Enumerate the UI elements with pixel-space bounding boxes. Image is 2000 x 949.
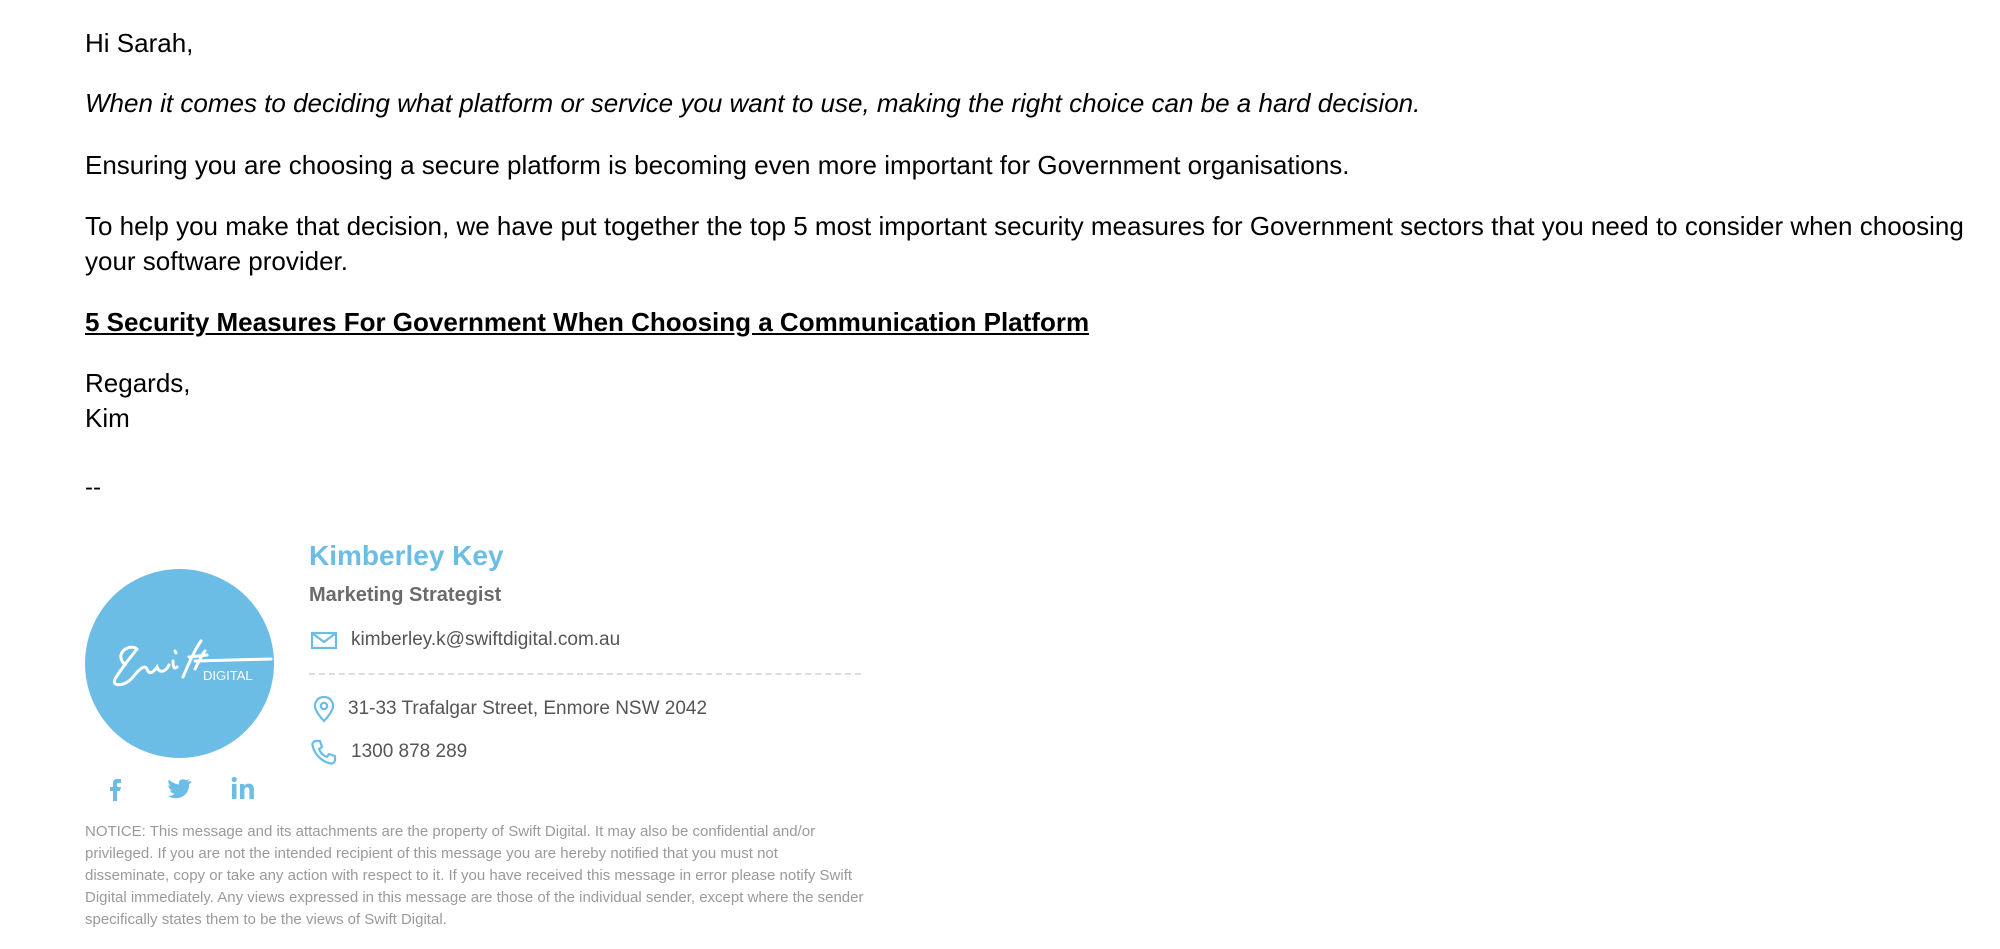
signature-email-row (309, 625, 620, 655)
legal-notice: NOTICE: This message and its attachments are the property of Swift Digital. It may also be confidential and/or privileged. If you are not the intended recipient of this message you are hereby notified that you must not disseminate, copy or take any action with respect to it. If you have received this message in error please notify Swift Digital immediately. Any views expressed in this message are those of the individual sender, except where the sender specifically states them to be the views of Swift Digital. (85, 823, 864, 928)
signature-address-row (309, 694, 707, 724)
swift-digital-logo (85, 569, 274, 758)
linkedin-icon[interactable] (229, 774, 257, 802)
intro-paragraph: When it comes to deciding what platform or service you want to use, making the right choice can be a hard decision. (85, 88, 1421, 118)
signature-title: Marketing Strategist (309, 584, 502, 606)
svg-text:DIGITAL: DIGITAL (203, 668, 253, 683)
facebook-icon[interactable] (101, 774, 129, 802)
signature-separator: -- (85, 474, 101, 501)
signature-divider (309, 673, 861, 675)
help-paragraph: To help you make that decision, we have put together the top 5 most important security measures for Government sectors that you need to consider when choosing your software provider. (85, 211, 1964, 276)
signature-phone-row (309, 737, 467, 767)
security-paragraph: Ensuring you are choosing a secure platform is becoming even more important for Government organisations. (85, 150, 1350, 180)
signature-email[interactable]: kimberley.k@swiftdigital.com.au (351, 629, 621, 650)
signature-name: Kimberley Key (309, 540, 504, 571)
signature-phone[interactable]: 1300 878 289 (351, 741, 468, 762)
phone-icon (309, 737, 339, 767)
sender-name: Kim (85, 403, 130, 433)
regards-text: Regards, (85, 368, 191, 398)
envelope-icon (309, 625, 339, 655)
twitter-icon[interactable] (164, 774, 192, 802)
greeting: Hi Sarah, (85, 28, 194, 58)
location-pin-icon (309, 694, 339, 724)
article-link[interactable]: 5 Security Measures For Government When Choosing a Communication Platform (85, 307, 1090, 337)
signature-address: 31-33 Trafalgar Street, Enmore NSW 2042 (348, 698, 708, 719)
